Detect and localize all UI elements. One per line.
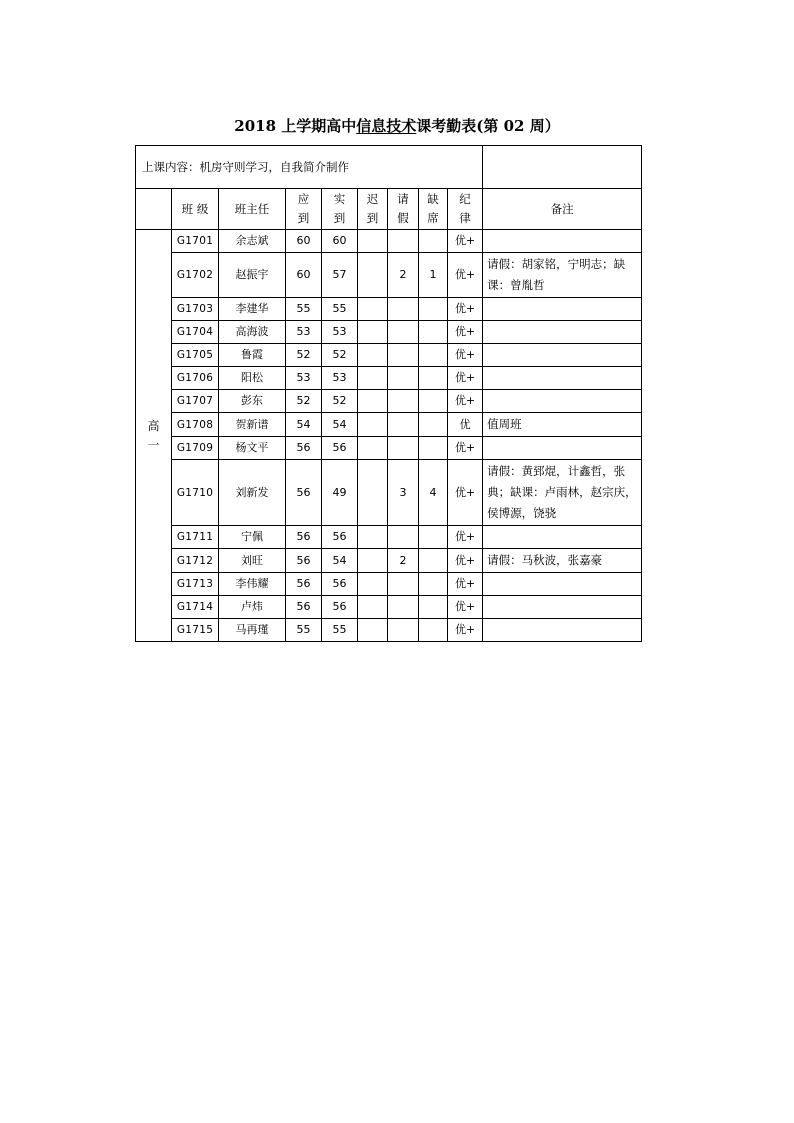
discipline-cell: 优+ [448, 619, 483, 642]
expected-cell: 56 [286, 573, 322, 596]
expected-cell: 56 [286, 460, 322, 526]
actual-cell: 53 [322, 367, 358, 390]
remarks-cell [483, 437, 642, 460]
leave-cell [388, 344, 419, 367]
discipline-cell: 优+ [448, 390, 483, 413]
header-late [358, 189, 388, 230]
table-row [136, 619, 642, 642]
late-cell [358, 390, 388, 413]
teacher-cell: 李建华 [219, 298, 286, 321]
header-actual-label: 实到 [333, 192, 346, 225]
teacher-cell: 余志斌 [219, 230, 286, 253]
class-cell: G1704 [172, 321, 219, 344]
class-cell: G1705 [172, 344, 219, 367]
actual-cell: 52 [322, 344, 358, 367]
expected-cell: 60 [286, 230, 322, 253]
grade-label: 高一 [147, 418, 160, 452]
teacher-cell: 马再瑾 [219, 619, 286, 642]
content-row [136, 146, 642, 189]
late-cell [358, 619, 388, 642]
discipline-cell: 优+ [448, 437, 483, 460]
actual-cell: 55 [322, 298, 358, 321]
remarks-cell: 值周班 [483, 413, 642, 437]
table-row [136, 230, 642, 253]
late-cell [358, 549, 388, 573]
table-row [136, 413, 642, 437]
remarks-cell [483, 344, 642, 367]
class-cell: G1713 [172, 573, 219, 596]
absent-cell [419, 526, 448, 549]
discipline-cell: 优+ [448, 573, 483, 596]
page-title [0, 116, 794, 136]
absent-cell [419, 298, 448, 321]
late-cell [358, 460, 388, 526]
late-cell [358, 413, 388, 437]
teacher-cell: 杨文平 [219, 437, 286, 460]
discipline-cell: 优+ [448, 321, 483, 344]
class-cell: G1715 [172, 619, 219, 642]
leave-cell [388, 596, 419, 619]
expected-cell: 52 [286, 390, 322, 413]
header-discipline-label: 纪律 [459, 192, 471, 225]
actual-cell: 56 [322, 573, 358, 596]
discipline-cell: 优+ [448, 596, 483, 619]
leave-cell [388, 526, 419, 549]
leave-cell: 3 [388, 460, 419, 526]
remarks-cell [483, 573, 642, 596]
expected-cell: 56 [286, 549, 322, 573]
discipline-cell: 优+ [448, 367, 483, 390]
absent-cell [419, 344, 448, 367]
header-remarks: 备注 [483, 189, 642, 230]
class-cell: G1701 [172, 230, 219, 253]
actual-cell: 52 [322, 390, 358, 413]
remarks-cell: 请假：黄郅焜，计鑫哲，张典；缺课：卢雨林，赵宗庆，侯博源，饶骁 [483, 460, 642, 526]
class-cell: G1702 [172, 253, 219, 298]
remarks-cell [483, 619, 642, 642]
actual-cell: 56 [322, 596, 358, 619]
discipline-cell: 优+ [448, 460, 483, 526]
header-grade-blank [136, 189, 172, 230]
class-cell: G1712 [172, 549, 219, 573]
expected-cell: 60 [286, 253, 322, 298]
table-row [136, 460, 642, 526]
leave-cell [388, 573, 419, 596]
class-cell: G1709 [172, 437, 219, 460]
absent-cell [419, 573, 448, 596]
actual-cell: 56 [322, 437, 358, 460]
actual-cell: 55 [322, 619, 358, 642]
remarks-cell [483, 526, 642, 549]
grade-cell [136, 230, 172, 642]
late-cell [358, 253, 388, 298]
discipline-cell: 优+ [448, 549, 483, 573]
actual-cell: 60 [322, 230, 358, 253]
header-leave [388, 189, 419, 230]
late-cell [358, 344, 388, 367]
discipline-cell: 优+ [448, 298, 483, 321]
expected-cell: 53 [286, 321, 322, 344]
teacher-cell: 赵振宇 [219, 253, 286, 298]
leave-cell [388, 437, 419, 460]
absent-cell [419, 321, 448, 344]
table-row [136, 367, 642, 390]
leave-cell: 2 [388, 549, 419, 573]
remarks-cell [483, 596, 642, 619]
table-row [136, 596, 642, 619]
table-row [136, 253, 642, 298]
class-cell: G1710 [172, 460, 219, 526]
leave-cell [388, 619, 419, 642]
header-leave-label: 请假 [397, 192, 409, 225]
remarks-cell: 请假：马秋波，张嘉豪 [483, 549, 642, 573]
header-class: 班 级 [172, 189, 219, 230]
expected-cell: 53 [286, 367, 322, 390]
actual-cell: 56 [322, 526, 358, 549]
absent-cell: 1 [419, 253, 448, 298]
teacher-cell: 刘旺 [219, 549, 286, 573]
remarks-cell [483, 367, 642, 390]
header-absent-label: 缺席 [427, 192, 439, 225]
absent-cell [419, 437, 448, 460]
class-cell: G1708 [172, 413, 219, 437]
discipline-cell: 优 [448, 413, 483, 437]
teacher-cell: 刘新发 [219, 460, 286, 526]
late-cell [358, 230, 388, 253]
remarks-cell [483, 390, 642, 413]
leave-cell [388, 230, 419, 253]
header-actual [322, 189, 358, 230]
teacher-cell: 阳松 [219, 367, 286, 390]
leave-cell: 2 [388, 253, 419, 298]
leave-cell [388, 390, 419, 413]
absent-cell: 4 [419, 460, 448, 526]
expected-cell: 52 [286, 344, 322, 367]
table-row [136, 437, 642, 460]
class-cell: G1707 [172, 390, 219, 413]
table-row [136, 549, 642, 573]
expected-cell: 56 [286, 596, 322, 619]
class-cell: G1706 [172, 367, 219, 390]
absent-cell [419, 619, 448, 642]
title-suffix: 课考勤表(第 02 周） [416, 117, 560, 135]
actual-cell: 49 [322, 460, 358, 526]
absent-cell [419, 230, 448, 253]
discipline-cell: 优+ [448, 230, 483, 253]
expected-cell: 55 [286, 619, 322, 642]
leave-cell [388, 321, 419, 344]
actual-cell: 54 [322, 549, 358, 573]
table-row [136, 526, 642, 549]
late-cell [358, 526, 388, 549]
late-cell [358, 596, 388, 619]
discipline-cell: 优+ [448, 253, 483, 298]
table-row [136, 573, 642, 596]
absent-cell [419, 367, 448, 390]
title-subject: 信息技术 [356, 117, 417, 135]
absent-cell [419, 413, 448, 437]
class-cell: G1714 [172, 596, 219, 619]
expected-cell: 56 [286, 437, 322, 460]
expected-cell: 56 [286, 526, 322, 549]
teacher-cell: 宁佩 [219, 526, 286, 549]
late-cell [358, 573, 388, 596]
teacher-cell: 贺新谱 [219, 413, 286, 437]
remarks-cell [483, 298, 642, 321]
class-cell: G1703 [172, 298, 219, 321]
discipline-cell: 优+ [448, 526, 483, 549]
table-row [136, 344, 642, 367]
late-cell [358, 367, 388, 390]
absent-cell [419, 390, 448, 413]
remarks-cell [483, 321, 642, 344]
teacher-cell: 高海波 [219, 321, 286, 344]
header-row [136, 189, 642, 230]
header-expected [286, 189, 322, 230]
attendance-table [135, 145, 642, 642]
leave-cell [388, 298, 419, 321]
header-expected-label: 应到 [297, 192, 310, 225]
expected-cell: 54 [286, 413, 322, 437]
header-teacher: 班主任 [219, 189, 286, 230]
course-content-label: 上课内容：机房守则学习，自我简介制作 [136, 146, 483, 189]
teacher-cell: 卢炜 [219, 596, 286, 619]
title-prefix: 2018 上学期高中 [234, 117, 357, 135]
header-late-label: 迟到 [366, 192, 379, 225]
absent-cell [419, 596, 448, 619]
discipline-cell: 优+ [448, 344, 483, 367]
late-cell [358, 321, 388, 344]
teacher-cell: 李伟耀 [219, 573, 286, 596]
late-cell [358, 437, 388, 460]
leave-cell [388, 413, 419, 437]
actual-cell: 53 [322, 321, 358, 344]
late-cell [358, 298, 388, 321]
content-row-blank [483, 146, 642, 189]
absent-cell [419, 549, 448, 573]
remarks-cell: 请假：胡家铭，宁明志；缺课：曾胤哲 [483, 253, 642, 298]
teacher-cell: 彭东 [219, 390, 286, 413]
table-row [136, 321, 642, 344]
table-row [136, 390, 642, 413]
expected-cell: 55 [286, 298, 322, 321]
remarks-cell [483, 230, 642, 253]
table-row [136, 298, 642, 321]
class-cell: G1711 [172, 526, 219, 549]
actual-cell: 57 [322, 253, 358, 298]
header-discipline [448, 189, 483, 230]
actual-cell: 54 [322, 413, 358, 437]
leave-cell [388, 367, 419, 390]
teacher-cell: 鲁霞 [219, 344, 286, 367]
header-absent [419, 189, 448, 230]
